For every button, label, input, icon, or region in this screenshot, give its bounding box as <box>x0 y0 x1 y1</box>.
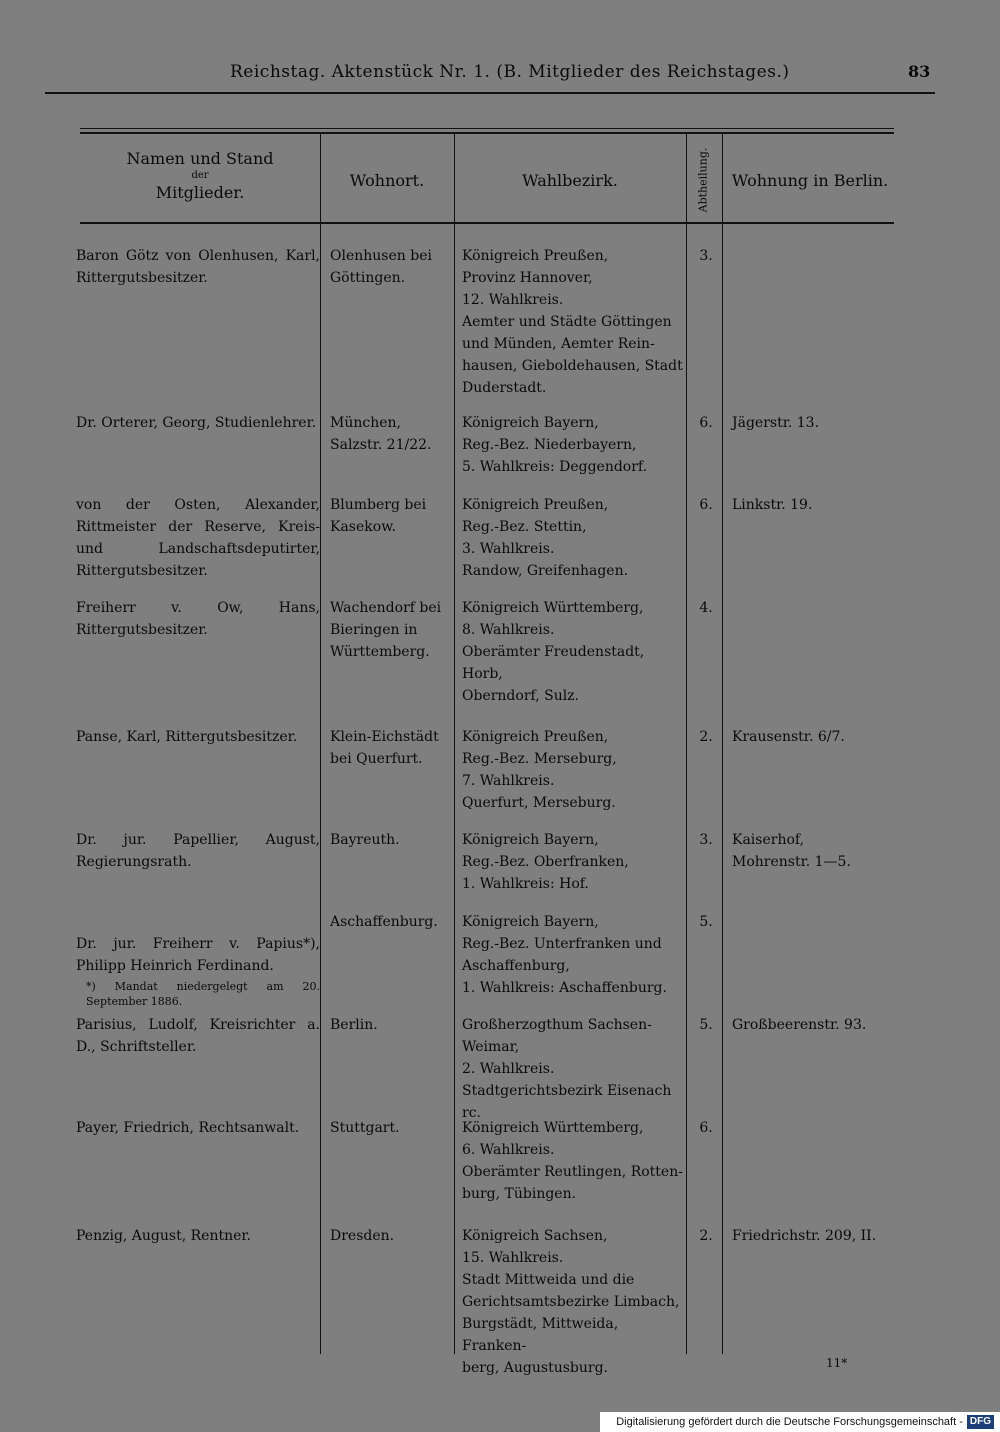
row-6-ort: Bayreuth. <box>330 832 400 848</box>
row-6-name: Dr. jur. Papellier, August, Regierungsrath. <box>76 832 320 870</box>
table-top-rule-2 <box>80 132 894 134</box>
row-1-ort: Olenhusen bei Göttingen. <box>330 248 432 286</box>
row-10-berlin: Friedrichstr. 209, II. <box>732 1228 877 1244</box>
row-3-bezirk: Königreich Preußen, Reg.-Bez. Stettin, 3. Wahlkreis. Randow, Greifenhagen. <box>462 497 629 579</box>
row-2-berlin: Jägerstr. 13. <box>732 415 820 431</box>
col-header-name <box>80 148 320 204</box>
row-9-bezirk: Königreich Württemberg, 6. Wahlkreis. Oberämter Reutlingen, Rotten- burg, Tübingen. <box>462 1120 683 1202</box>
col-header-name-line1: Namen und Stand <box>126 149 274 168</box>
row-9-name: Payer, Friedrich, Rechtsanwalt. <box>76 1120 300 1136</box>
row-5-name: Panse, Karl, Rittergutsbesitzer. <box>76 729 298 745</box>
page-number: 83 <box>908 62 931 81</box>
row-7-abt: 5. <box>699 914 713 930</box>
row-1-bezirk: Königreich Preußen, Provinz Hannover, 12. Wahlkreis. Aemter und Städte Göttingen und Münden, Aemter Rein- hausen, Gieboldehausen, Stadt Duderstadt. <box>462 248 683 396</box>
row-3-ort: Blumberg bei Kasekow. <box>330 497 427 535</box>
row-2-abt: 6. <box>699 415 713 431</box>
row-6-abt: 3. <box>699 832 713 848</box>
row-8-bezirk: Großherzogthum Sachsen-Weimar, 2. Wahlkreis. Stadtgerichtsbezirk Eisenach rc. <box>462 1017 672 1121</box>
col-header-wahlbezirk: Wahlbezirk. <box>522 171 618 190</box>
row-5-ort: Klein-Eichstädt bei Querfurt. <box>330 729 439 767</box>
row-4-bezirk: Königreich Württemberg, 8. Wahlkreis. Oberämter Freudenstadt, Horb, Oberndorf, Sulz. <box>462 600 645 704</box>
dfg-footer-bar <box>600 1412 1000 1432</box>
row-3-berlin: Linkstr. 19. <box>732 497 813 513</box>
row-2-name: Dr. Orterer, Georg, Studienlehrer. <box>76 415 317 431</box>
row-7-name: Dr. jur. Freiherr v. Papius*), Philipp Heinrich Ferdinand. <box>76 936 320 974</box>
row-8-ort: Berlin. <box>330 1017 378 1033</box>
table-head-rule <box>80 222 894 224</box>
row-7-footnote: *) Mandat niedergelegt am 20. September 1886. <box>86 980 320 1008</box>
row-2-ort: München, Salzstr. 21/22. <box>330 415 432 453</box>
row-10-name: Penzig, August, Rentner. <box>76 1228 251 1244</box>
col-header-abtheilung-label: Abtheilung. <box>696 147 710 213</box>
row-10-bezirk: Königreich Sachsen, 15. Wahlkreis. Stadt Mittweida und die Gerichtsamtsbezirke Limbach, Burgstädt, Mittweida, Franken- berg, Augustusburg. <box>462 1228 680 1376</box>
col-divider-2 <box>454 134 455 1354</box>
row-5-abt: 2. <box>699 729 713 745</box>
row-3-abt: 6. <box>699 497 713 513</box>
dfg-footer-text: Digitalisierung gefördert durch die Deutsche Forschungsgemeinschaft - <box>616 1416 963 1428</box>
row-7-bezirk: Königreich Bayern, Reg.-Bez. Unterfranken und Aschaffenburg, 1. Wahlkreis: Aschaffenburg. <box>462 914 667 996</box>
row-5-bezirk: Königreich Preußen, Reg.-Bez. Merseburg, 7. Wahlkreis. Querfurt, Merseburg. <box>462 729 617 811</box>
col-header-abtheilung <box>686 140 720 220</box>
row-4-abt: 4. <box>699 600 713 616</box>
row-2-bezirk: Königreich Bayern, Reg.-Bez. Niederbayern, 5. Wahlkreis: Deggendorf. <box>462 415 648 475</box>
col-header-name-line2: Mitglieder. <box>155 183 245 202</box>
running-head: Reichstag. Aktenstück Nr. 1. (B. Mitglieder des Reichstages.) <box>230 62 790 82</box>
row-1-abt: 3. <box>699 248 713 264</box>
col-divider-1 <box>320 134 321 1354</box>
row-4-name: Freiherr v. Ow, Hans, Rittergutsbesitzer. <box>76 600 320 638</box>
row-9-abt: 6. <box>699 1120 713 1136</box>
row-8-name: Parisius, Ludolf, Kreisrichter a. D., Schriftsteller. <box>76 1017 320 1055</box>
row-7-ort: Aschaffenburg. <box>330 914 438 930</box>
row-4-ort: Wachendorf bei Bieringen in Württemberg. <box>330 600 442 660</box>
row-7-name-cell <box>76 911 320 1031</box>
row-3-name: von der Osten, Alexander, Rittmeister der Reserve, Kreis- und Landschaftsdeputirter, Rittergutsbesitzer. <box>76 497 320 579</box>
row-6-berlin: Kaiserhof, Mohrenstr. 1—5. <box>732 832 851 870</box>
header-rule <box>45 92 935 94</box>
row-10-ort: Dresden. <box>330 1228 395 1244</box>
row-10-abt: 2. <box>699 1228 713 1244</box>
col-header-name-der: der <box>191 170 209 181</box>
col-header-berlin: Wohnung in Berlin. <box>731 171 889 190</box>
dfg-logo: DFG <box>967 1415 994 1429</box>
row-8-abt: 5. <box>699 1017 713 1033</box>
sheet-signature: 11* <box>826 1356 848 1370</box>
table-top-rule <box>80 128 894 129</box>
row-6-bezirk: Königreich Bayern, Reg.-Bez. Oberfranken, 1. Wahlkreis: Hof. <box>462 832 629 892</box>
row-5-berlin: Krausenstr. 6/7. <box>732 729 845 745</box>
col-header-wohnort: Wohnort. <box>349 171 425 190</box>
row-8-berlin: Großbeerenstr. 93. <box>732 1017 867 1033</box>
row-9-ort: Stuttgart. <box>330 1120 400 1136</box>
row-1-name: Baron Götz von Olenhusen, Karl, Rittergutsbesitzer. <box>76 248 320 286</box>
